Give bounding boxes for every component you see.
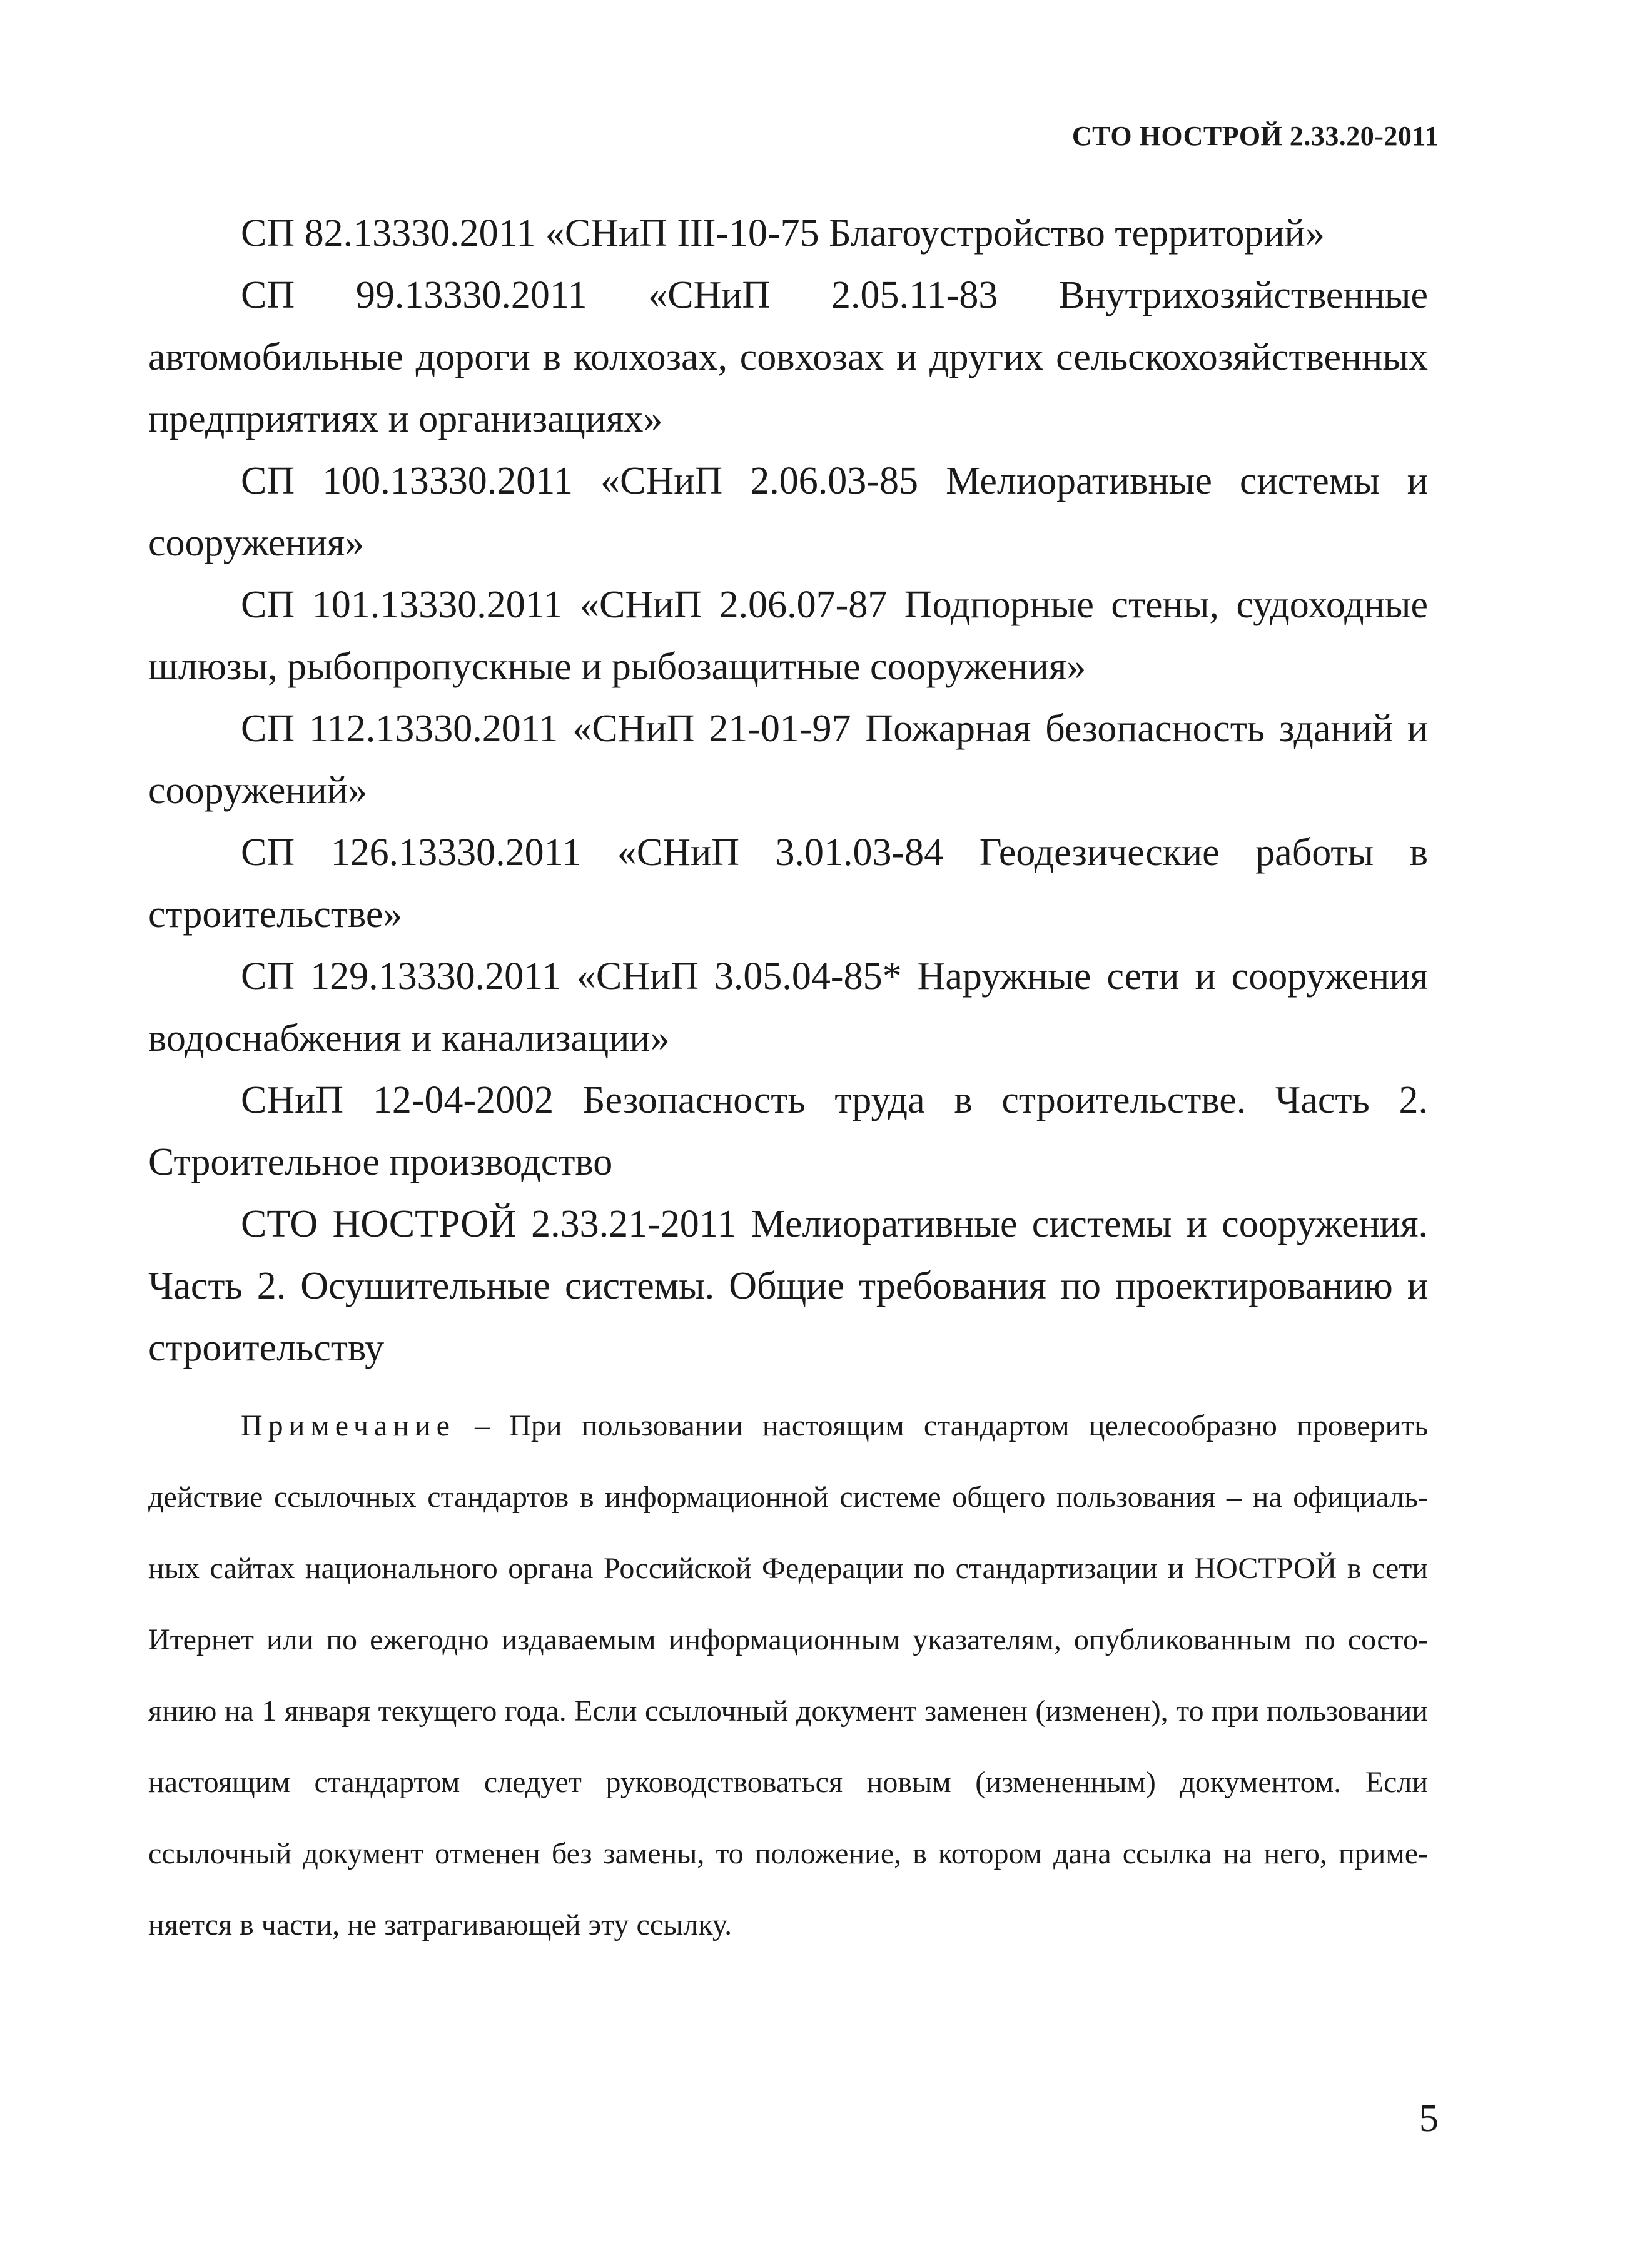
references-list [148,203,1428,1961]
reference-item: СП 100.13330.2011 «СНиП 2.06.03-85 Мелиоративные системы и сооружения» [148,460,1428,564]
note-paragraph [148,1390,1428,1961]
reference-item: СП 101.13330.2011 «СНиП 2.06.07-87 Подпорные стены, судоходные шлюзы, рыбопропускные и рыбозащитные сооружения» [148,584,1428,688]
note-text: – При пользовании настоящим стандартом целесообразно проверить действие ссылочных стандартов в информационной системе общего пользования – на официальных сайтах национального органа Российской Федерации по стандартизации и НОСТРОЙ в сети Итернет или по ежегодно издаваемым информационным указателям, опубликованным по состоянию на 1 января текущего года. Если ссылочный документ заменен (изменен), то при пользовании настоящим стандартом следует руководствоваться новым (измененным) документом. Если ссылочный документ отменен без замены, то положение, в котором дана ссылка на него, применяется в части, не затрагивающей эту ссылку. [148,1409,1428,1941]
reference-item: СП 112.13330.2011 «СНиП 21-01-97 Пожарная безопасность зданий и сооружений» [148,707,1428,812]
reference-item: СТО НОСТРОЙ 2.33.21-2011 Мелиоративные системы и сооружения. Часть 2. Осушительные системы. Общие требования по проектированию и строительству [148,1203,1428,1369]
reference-item: СП 99.13330.2011 «СНиП 2.05.11-83 Внутрихозяйственные автомобильные дороги в колхозах, совхозах и других сельскохозяйственных предприятиях и организациях» [148,274,1428,440]
reference-item: СНиП 12-04-2002 Безопасность труда в строительстве. Часть 2. Строительное производство [148,1079,1428,1183]
reference-item: СП 126.13330.2011 «СНиП 3.01.03-84 Геодезические работы в строительстве» [148,831,1428,936]
note-label: Примечание [241,1409,455,1442]
reference-item: СП 82.13330.2011 «СНиП III-10-75 Благоустройство территорий» [241,212,1325,255]
document-header: СТО НОСТРОЙ 2.33.20-2011 [1071,121,1439,151]
page-number: 5 [1419,2097,1439,2140]
reference-item: СП 129.13330.2011 «СНиП 3.05.04-85* Наружные сети и сооружения водоснабжения и канализации» [148,955,1428,1060]
